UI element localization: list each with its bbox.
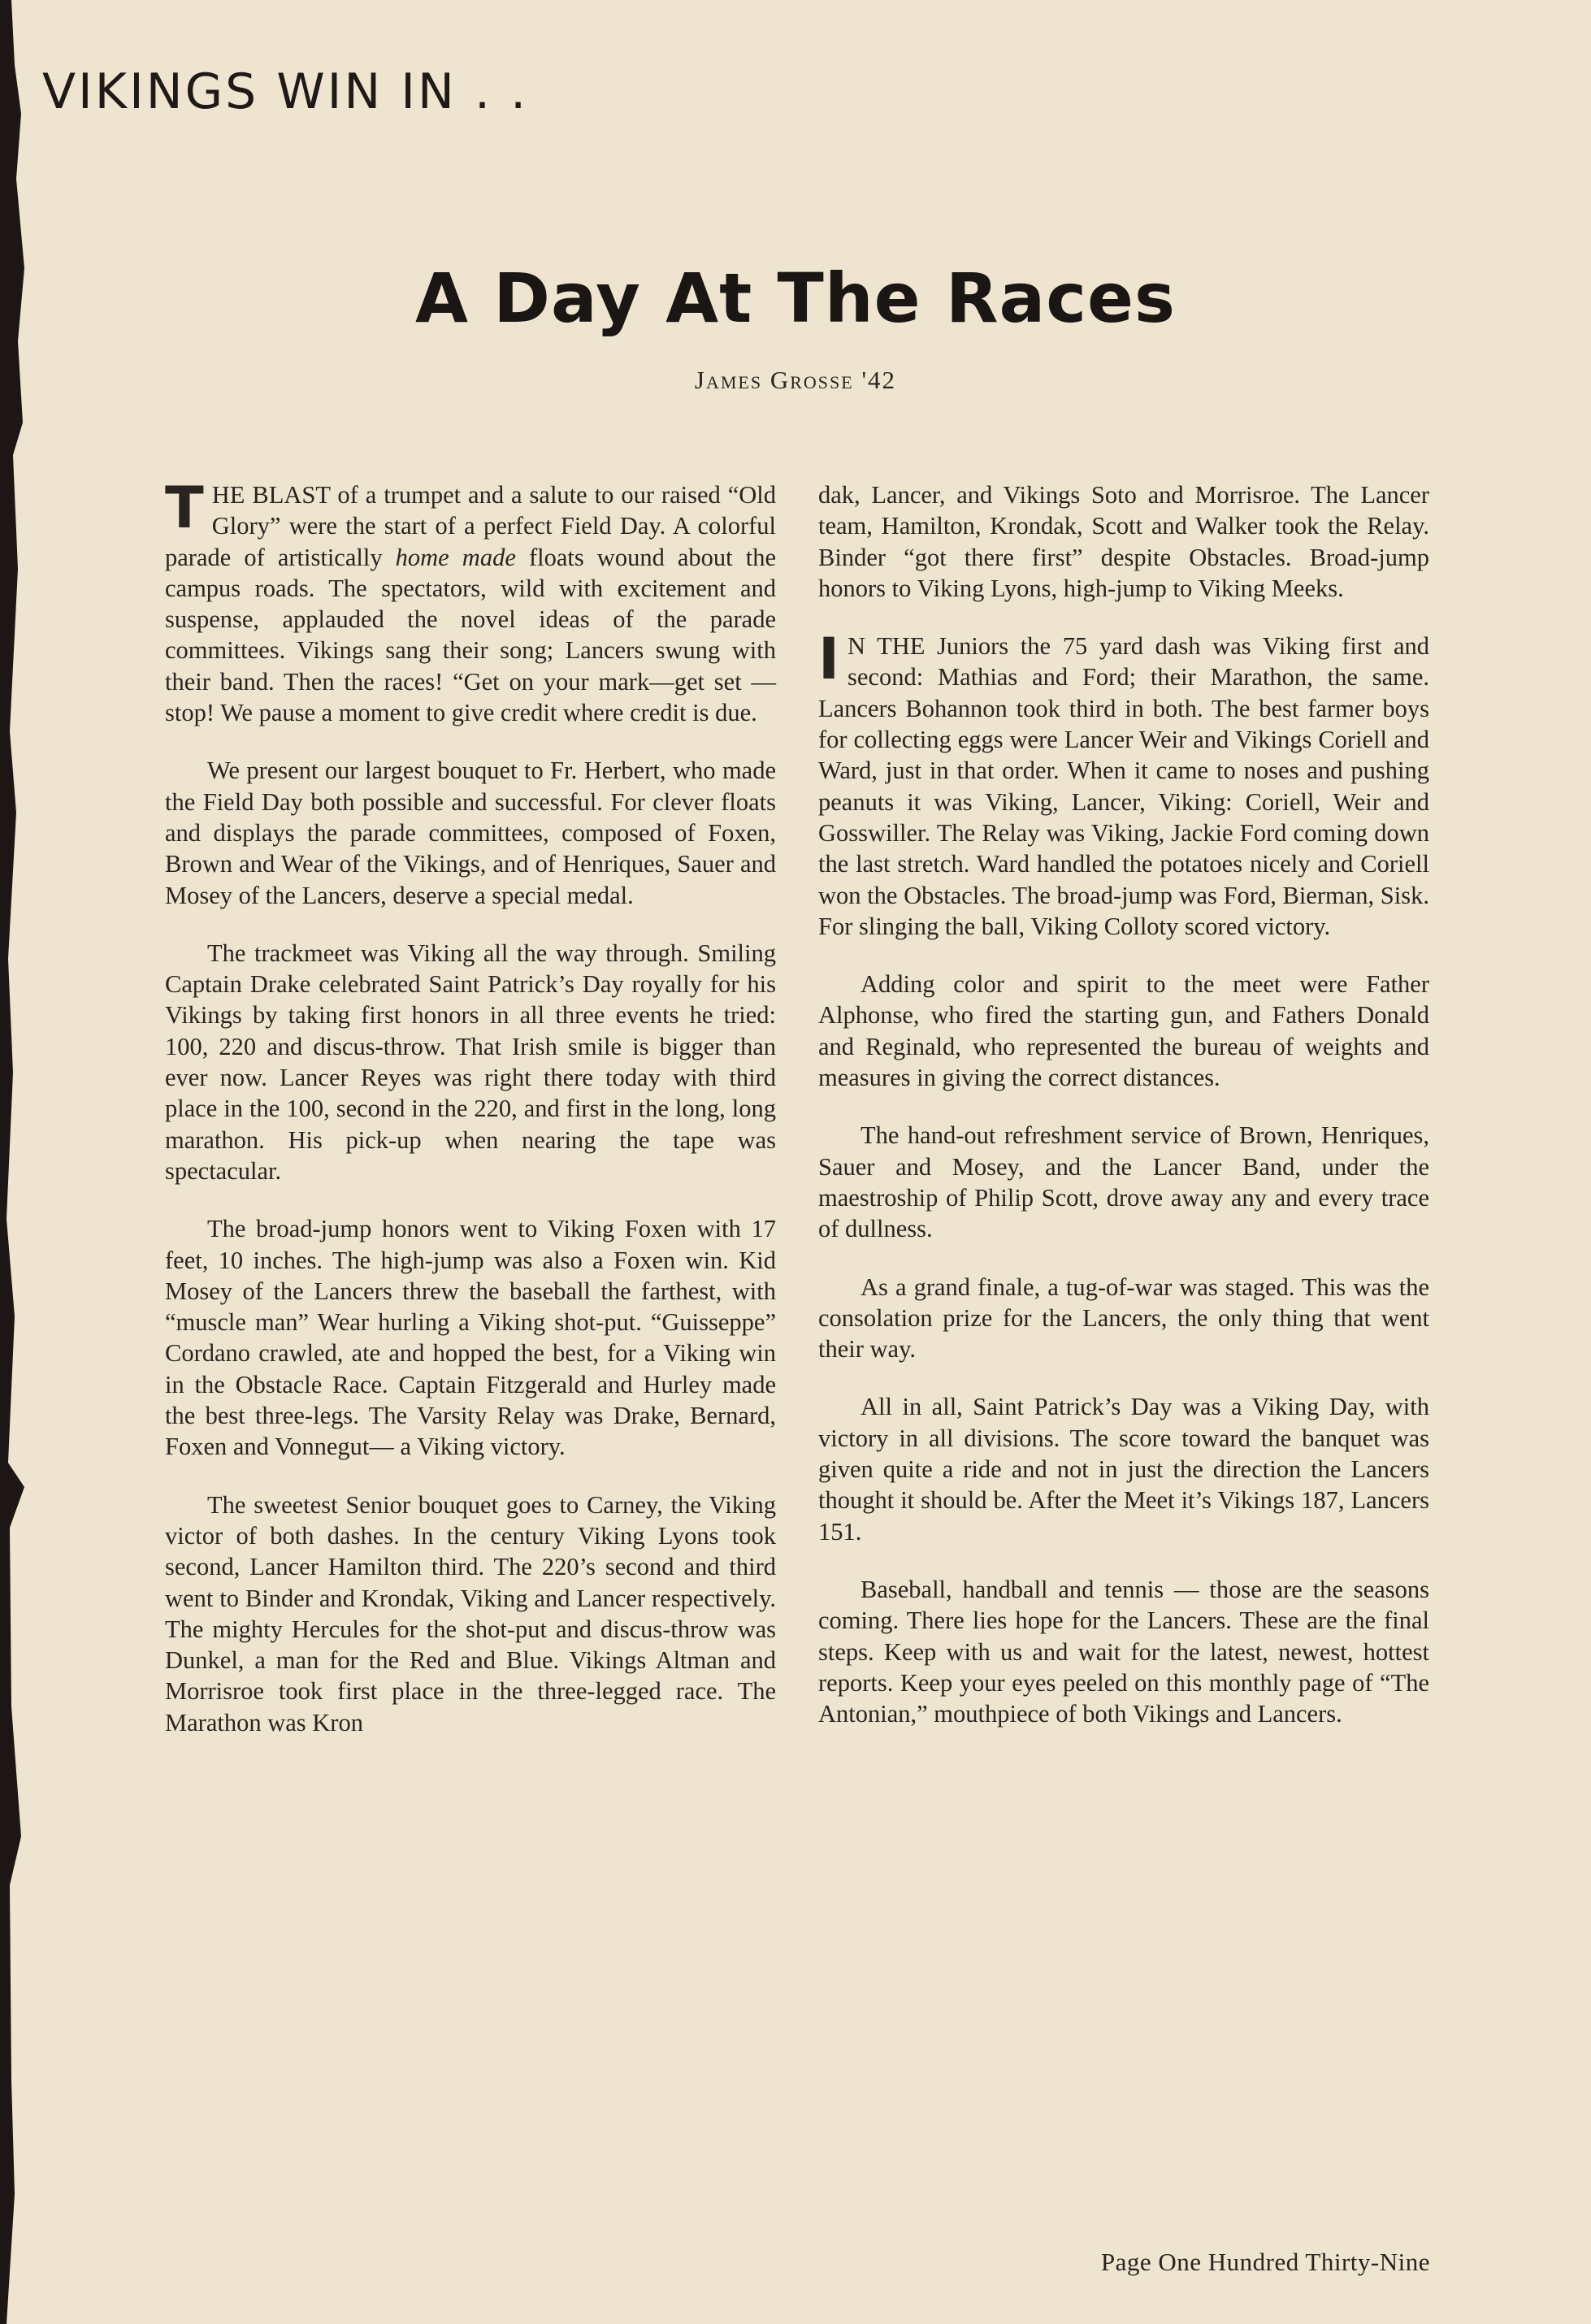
paragraph-1	[165, 475, 776, 728]
paragraph-text: HE BLAST of a trumpet and a salute to our raised “Old Glory” were the start of a perfect Field Day. A colorful parade of artistically	[165, 481, 776, 571]
left-column	[165, 475, 776, 1765]
paragraph-5: The sweetest Senior bouquet goes to Carney, the Viking victor of both dashes. In the century Viking Lyons took second, Lancer Hamilton third. The 220’s second and third went to Binder and Krondak, Viking and Lancer respectively. The mighty Hercules for the shot-put and discus-throw was Dunkel, a man for the Red and Blue. Vikings Altman and Morrisroe took first place in the three-legged race. The Marathon was Kron	[165, 1490, 776, 1736]
paragraph-4: The broad-jump honors went to Viking Foxen with 17 feet, 10 inches. The high-jump was also a Foxen win. Kid Mosey of the Lancers threw the baseball the farthest, with “muscle man” Wear hurling a Viking shot-put. “Guisseppe” Cordano crawled, ate and hopped the best, for a Viking win in the Obstacle Race. Captain Fitzgerald and Hurley made the best three-legs. The Varsity Relay was Drake, Bernard, Foxen and Vonnegut— a Viking victory.	[165, 1215, 776, 1461]
page-number: Page One Hundred Thirty-Nine	[1100, 2248, 1430, 2276]
byline: James Grosse '42	[694, 366, 897, 394]
paragraph-7	[818, 626, 1429, 942]
paragraph-2: We present our largest bouquet to Fr. Herbert, who made the Field Day both possible and successful. For clever floats and displays the parade committees, composed of Foxen, Brown and Wear of the Vikings, and of Henriques, Sauer and Mosey of the Lancers, deserve a special medal.	[165, 757, 776, 909]
torn-page-edge	[0, 0, 33, 2324]
article-title: A Day At The Races	[415, 258, 1176, 338]
paragraph-text: N THE Juniors the 75 yard dash was Viking first and second: Mathias and Ford; their Marathon, the same. Lancers Bohannon took third in both. The best farmer boys for collecting eggs were Lancer Weir and Vikings Coriell and Ward, just in that order. When it came to noses and pushing peanuts it was Viking, Lancer, Viking: Coriell, Weir and Gosswiller. The Relay was Viking, Jackie Ford coming down the last stretch. Ward handled the potatoes nicely and Coriell won the Obstacles. The broad-jump was Ford, Bierman, Sisk. For slinging the ball, Viking Colloty scored victory.	[818, 632, 1429, 940]
paragraph-9: The hand-out refreshment service of Brown, Henriques, Sauer and Mosey, and the Lancer Band, under the maestroship of Philip Scott, drove away any and every trace of dullness.	[818, 1121, 1429, 1243]
paragraph-text: floats wound about the campus roads. The spectators, wild with excitement and suspense, applauded the novel ideas of the parade committees. Vikings sang their song; Lancers swung with their band. Then the races! “Get on your mark—get set —stop! We pause a moment to give credit where credit is due.	[165, 543, 776, 727]
paragraph-6: dak, Lancer, and Vikings Soto and Morrisroe. The Lancer team, Hamilton, Krondak, Scott and Walker took the Relay. Binder “got there first” despite Obstacles. Broad-jump honors to Viking Lyons, high-jump to Viking Meeks.	[818, 481, 1429, 602]
paragraph-10: As a grand finale, a tug-of-war was staged. This was the consolation prize for the Lancers, the only thing that went their way.	[818, 1273, 1429, 1364]
emphasis-text: home made	[395, 543, 516, 571]
paragraph-8: Adding color and spirit to the meet were Father Alphonse, who fired the starting gun, and Fathers Donald and Reginald, who represented the bureau of weights and measures in giving the correct distances.	[818, 970, 1429, 1092]
drop-cap: I	[818, 626, 840, 693]
right-column	[818, 479, 1429, 1756]
paragraph-11: All in all, Saint Patrick’s Day was a Viking Day, with victory in all divisions. The score toward the banquet was given quite a ride and not in just the direction the Lancers thought it should be. After the Meet it’s Vikings 187, Lancers 151.	[818, 1393, 1429, 1546]
kicker-heading: VIKINGS WIN IN . .	[42, 63, 529, 120]
drop-cap: T	[165, 475, 204, 541]
paragraph-3: The trackmeet was Viking all the way through. Smiling Captain Drake celebrated Saint Patrick’s Day royally for his Vikings by taking first honors in all three events he tried: 100, 220 and discus-throw. That Irish smile is bigger than ever now. Lancer Reyes was right there today with third place in the 100, second in the 220, and first in the long, long marathon. His pick-up when nearing the tape was spectacular.	[165, 939, 776, 1185]
paragraph-12: Baseball, handball and tennis — those are the seasons coming. There lies hope for the Lancers. These are the final steps. Keep with us and wait for the latest, newest, hottest reports. Keep your eyes peeled on this monthly page of “The Antonian,” mouthpiece of both Vikings and Lancers.	[818, 1575, 1429, 1728]
